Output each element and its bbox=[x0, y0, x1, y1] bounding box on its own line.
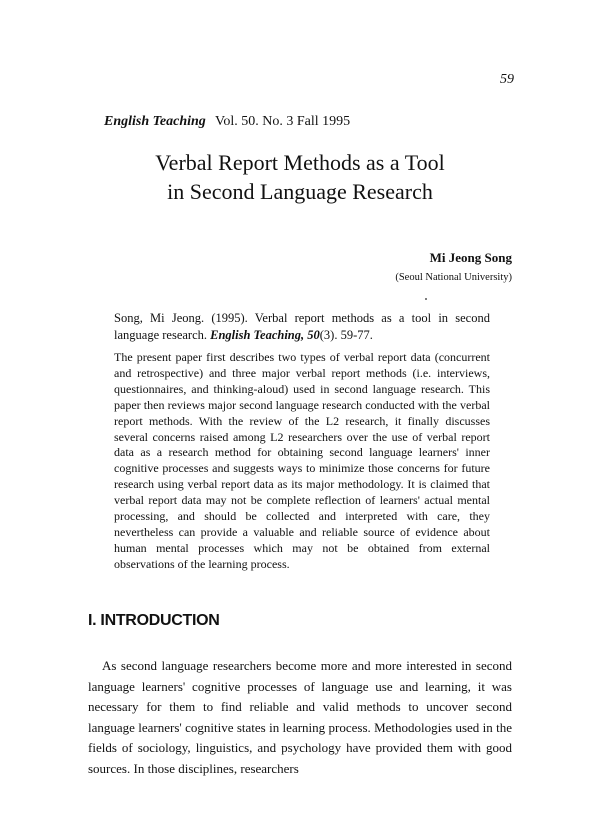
introduction-body bbox=[88, 656, 512, 779]
title-line-1: Verbal Report Methods as a Tool bbox=[155, 150, 445, 175]
abstract: The present paper first describes two types of verbal report data (concurrent and retrospective) and three major verbal report methods (i.e. interviews, questionnaires, and thinking-aloud) used in second language research. This paper then reviews major second language research conducted with the verbal report methods. With the review of the L2 research, it finally discusses several concerns raised among L2 researchers over the use of verbal report data as a research method for obtaining second language learners' inner cognitive processes and suggests ways to minimize those concerns for future research using verbal report data as its major methodology. It is claimed that verbal report data may not be complete reflection of learners' actual mental processing, and should be collected and interpreted with care, they nevertheless can provide a valuable and reliable source of evidence about human mental processes which may not be obtained from external observations of the learning process. bbox=[114, 350, 490, 571]
citation-journal: English Teaching, 50 bbox=[210, 328, 320, 342]
title-line-2: in Second Language Research bbox=[167, 179, 433, 204]
page-number: 59 bbox=[500, 72, 514, 87]
citation bbox=[114, 310, 490, 344]
stray-mark bbox=[425, 298, 427, 300]
citation-suffix: (3). 59-77. bbox=[319, 328, 373, 342]
journal-header bbox=[104, 114, 350, 130]
author-name: Mi Jeong Song bbox=[429, 250, 512, 265]
introduction-paragraph: As second language researchers become more and more interested in second language learners' cognitive processes of language use and learning, it was necessary for them to find reliable and valid methods to uncover second language learners' cognitive states in learning process. Methodologies used in the fields of sociology, linguistics, and psychology have provided them with good sources. In those disciplines, researchers bbox=[88, 658, 512, 776]
journal-issue: Vol. 50. No. 3 Fall 1995 bbox=[215, 114, 351, 129]
paper-title bbox=[0, 148, 600, 206]
section-heading: I. INTRODUCTION bbox=[88, 612, 220, 629]
citation-prefix: Song, Mi Jeong. (1995). Verbal report methods as a tool in second language research. bbox=[114, 311, 490, 342]
author-affiliation: (Seoul National University) bbox=[395, 272, 512, 283]
journal-name: English Teaching bbox=[104, 114, 206, 129]
